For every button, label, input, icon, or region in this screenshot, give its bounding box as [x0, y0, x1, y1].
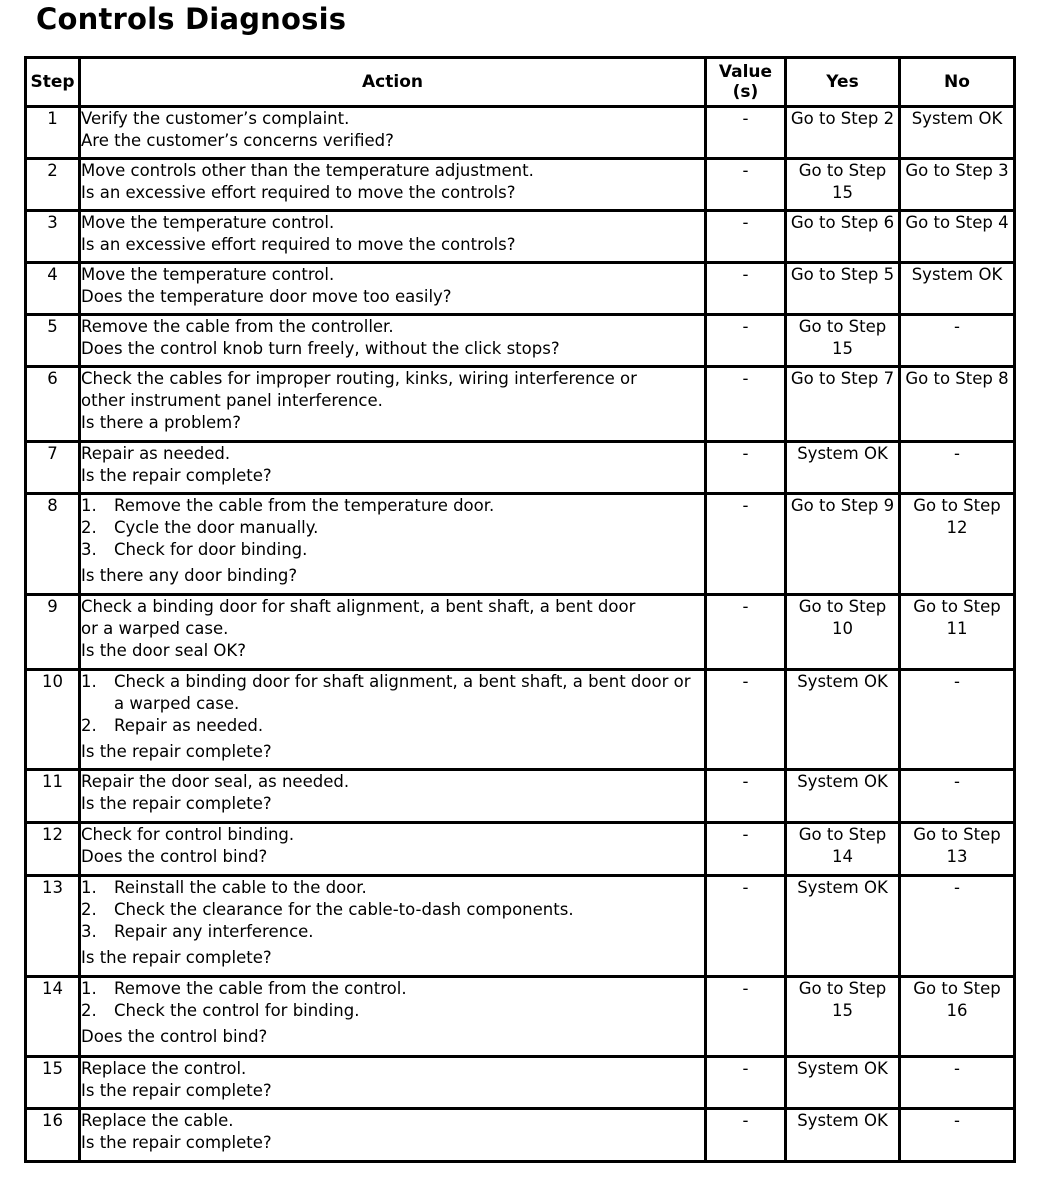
action-question: Is the repair complete?	[81, 1081, 272, 1100]
step-number: 2	[26, 159, 80, 211]
action-line: Check the cables for improper routing, kinks, wiring interference or	[81, 369, 637, 388]
value-cell: -	[706, 977, 786, 1057]
list-item: 2. Cycle the door manually.	[81, 518, 319, 537]
list-item: 2. Check the clearance for the cable-to-dash components.	[81, 900, 574, 919]
action-cell	[80, 823, 706, 876]
step-number: 12	[26, 823, 80, 876]
action-line: Check a binding door for shaft alignment, a bent shaft, a bent door	[81, 597, 636, 616]
action-cell	[80, 263, 706, 315]
step-number: 5	[26, 315, 80, 367]
step-number: 15	[26, 1057, 80, 1109]
step-number: 16	[26, 1109, 80, 1162]
action-question: Is the repair complete?	[81, 794, 272, 813]
action-line: other instrument panel interference.	[81, 391, 383, 410]
no-cell: -	[900, 770, 1015, 823]
value-cell: -	[706, 367, 786, 442]
action-line: Move controls other than the temperature adjustment.	[81, 161, 534, 180]
action-line: Remove the cable from the controller.	[81, 317, 394, 336]
diagnosis-table	[24, 56, 1016, 1163]
step-number: 4	[26, 263, 80, 315]
numbered-list	[81, 877, 704, 943]
value-cell: -	[706, 1057, 786, 1109]
list-item: 1. Remove the cable from the control.	[81, 979, 407, 998]
step-number: 14	[26, 977, 80, 1057]
action-question: Is an excessive effort required to move the controls?	[81, 235, 516, 254]
table-row	[26, 876, 1015, 977]
yes-cell: Go to Step 15	[786, 159, 900, 211]
no-cell: Go to Step 8	[900, 367, 1015, 442]
action-cell	[80, 1109, 706, 1162]
table-row	[26, 211, 1015, 263]
yes-cell: Go to Step 5	[786, 263, 900, 315]
value-cell: -	[706, 770, 786, 823]
table-row	[26, 494, 1015, 595]
yes-cell: Go to Step 9	[786, 494, 900, 595]
yes-cell: System OK	[786, 442, 900, 494]
step-number: 11	[26, 770, 80, 823]
no-cell: System OK	[900, 263, 1015, 315]
no-cell: -	[900, 1057, 1015, 1109]
value-cell: -	[706, 876, 786, 977]
action-cell	[80, 159, 706, 211]
no-cell: System OK	[900, 107, 1015, 159]
action-cell	[80, 107, 706, 159]
yes-cell: Go to Step 2	[786, 107, 900, 159]
table-row	[26, 770, 1015, 823]
value-cell: -	[706, 670, 786, 770]
list-item: 2. Repair as needed.	[81, 716, 264, 735]
no-cell: -	[900, 1109, 1015, 1162]
yes-cell: System OK	[786, 1057, 900, 1109]
numbered-list	[81, 671, 704, 737]
yes-cell: System OK	[786, 876, 900, 977]
no-cell: Go to Step 4	[900, 211, 1015, 263]
action-cell	[80, 1057, 706, 1109]
value-cell: -	[706, 823, 786, 876]
step-number: 13	[26, 876, 80, 977]
header-value: Value (s)	[706, 58, 786, 107]
action-line: Replace the cable.	[81, 1111, 234, 1130]
action-cell	[80, 442, 706, 494]
page-title: Controls Diagnosis	[36, 2, 347, 36]
table-row	[26, 367, 1015, 442]
yes-cell: Go to Step 15	[786, 977, 900, 1057]
header-action: Action	[80, 58, 706, 107]
no-cell: Go to Step 13	[900, 823, 1015, 876]
value-cell: -	[706, 159, 786, 211]
yes-cell: Go to Step 7	[786, 367, 900, 442]
action-question: Does the control bind?	[81, 847, 268, 866]
value-cell: -	[706, 442, 786, 494]
header-row	[26, 58, 1015, 107]
action-question: Is an excessive effort required to move the controls?	[81, 183, 516, 202]
value-cell: -	[706, 211, 786, 263]
no-cell: -	[900, 876, 1015, 977]
no-cell: Go to Step 16	[900, 977, 1015, 1057]
action-question: Is the repair complete?	[81, 1133, 272, 1152]
action-cell	[80, 315, 706, 367]
no-cell: Go to Step 3	[900, 159, 1015, 211]
yes-cell: System OK	[786, 770, 900, 823]
action-line: Repair the door seal, as needed.	[81, 772, 350, 791]
table-row	[26, 595, 1015, 670]
action-question: Is there a problem?	[81, 413, 241, 432]
yes-cell: Go to Step 14	[786, 823, 900, 876]
table-row	[26, 263, 1015, 315]
list-item: 3. Check for door binding.	[81, 540, 308, 559]
step-number: 7	[26, 442, 80, 494]
value-cell: -	[706, 315, 786, 367]
action-line: Verify the customer’s complaint.	[81, 109, 350, 128]
action-question: Is the repair complete?	[81, 466, 272, 485]
list-item: 1. Remove the cable from the temperature door.	[81, 496, 495, 515]
action-question: Are the customer’s concerns verified?	[81, 131, 394, 150]
no-cell: -	[900, 442, 1015, 494]
yes-cell: Go to Step 10	[786, 595, 900, 670]
table-row	[26, 823, 1015, 876]
list-item: 2. Check the control for binding.	[81, 1001, 360, 1020]
action-question: Is the door seal OK?	[81, 641, 246, 660]
no-cell: Go to Step 12	[900, 494, 1015, 595]
step-number: 9	[26, 595, 80, 670]
action-question: Does the control knob turn freely, without the click stops?	[81, 339, 560, 358]
action-line: Move the temperature control.	[81, 265, 335, 284]
value-cell: -	[706, 1109, 786, 1162]
step-number: 3	[26, 211, 80, 263]
header-step: Step	[26, 58, 80, 107]
action-cell	[80, 367, 706, 442]
action-cell	[80, 770, 706, 823]
action-question: Does the control bind?	[81, 1027, 268, 1046]
table-row	[26, 159, 1015, 211]
action-line: Check for control binding.	[81, 825, 295, 844]
step-number: 6	[26, 367, 80, 442]
table-row	[26, 315, 1015, 367]
numbered-list	[81, 978, 704, 1022]
numbered-list	[81, 495, 704, 561]
action-cell	[80, 595, 706, 670]
action-line: or a warped case.	[81, 619, 229, 638]
table-row	[26, 977, 1015, 1057]
value-cell: -	[706, 595, 786, 670]
action-cell	[80, 670, 706, 770]
step-number: 1	[26, 107, 80, 159]
action-line: Replace the control.	[81, 1059, 247, 1078]
action-question: Is the repair complete?	[81, 948, 272, 967]
action-question: Is there any door binding?	[81, 566, 298, 585]
list-item: 3. Repair any interference.	[81, 922, 314, 941]
value-cell: -	[706, 107, 786, 159]
action-line: Repair as needed.	[81, 444, 231, 463]
action-question: Is the repair complete?	[81, 742, 272, 761]
value-cell: -	[706, 494, 786, 595]
table-row	[26, 670, 1015, 770]
table-row	[26, 1109, 1015, 1162]
no-cell: Go to Step 11	[900, 595, 1015, 670]
no-cell: -	[900, 315, 1015, 367]
step-number: 10	[26, 670, 80, 770]
yes-cell: System OK	[786, 670, 900, 770]
action-cell	[80, 494, 706, 595]
action-cell	[80, 211, 706, 263]
header-yes: Yes	[786, 58, 900, 107]
yes-cell: Go to Step 15	[786, 315, 900, 367]
step-number: 8	[26, 494, 80, 595]
action-line: Move the temperature control.	[81, 213, 335, 232]
action-cell	[80, 977, 706, 1057]
yes-cell: System OK	[786, 1109, 900, 1162]
list-item: 1. Reinstall the cable to the door.	[81, 878, 367, 897]
table-row	[26, 442, 1015, 494]
action-cell	[80, 876, 706, 977]
header-no: No	[900, 58, 1015, 107]
value-cell: -	[706, 263, 786, 315]
table-row	[26, 1057, 1015, 1109]
no-cell: -	[900, 670, 1015, 770]
list-item: 1. Check a binding door for shaft alignment, a bent shaft, a bent door or a warped case.	[81, 672, 691, 713]
action-question: Does the temperature door move too easily?	[81, 287, 452, 306]
table-row	[26, 107, 1015, 159]
yes-cell: Go to Step 6	[786, 211, 900, 263]
